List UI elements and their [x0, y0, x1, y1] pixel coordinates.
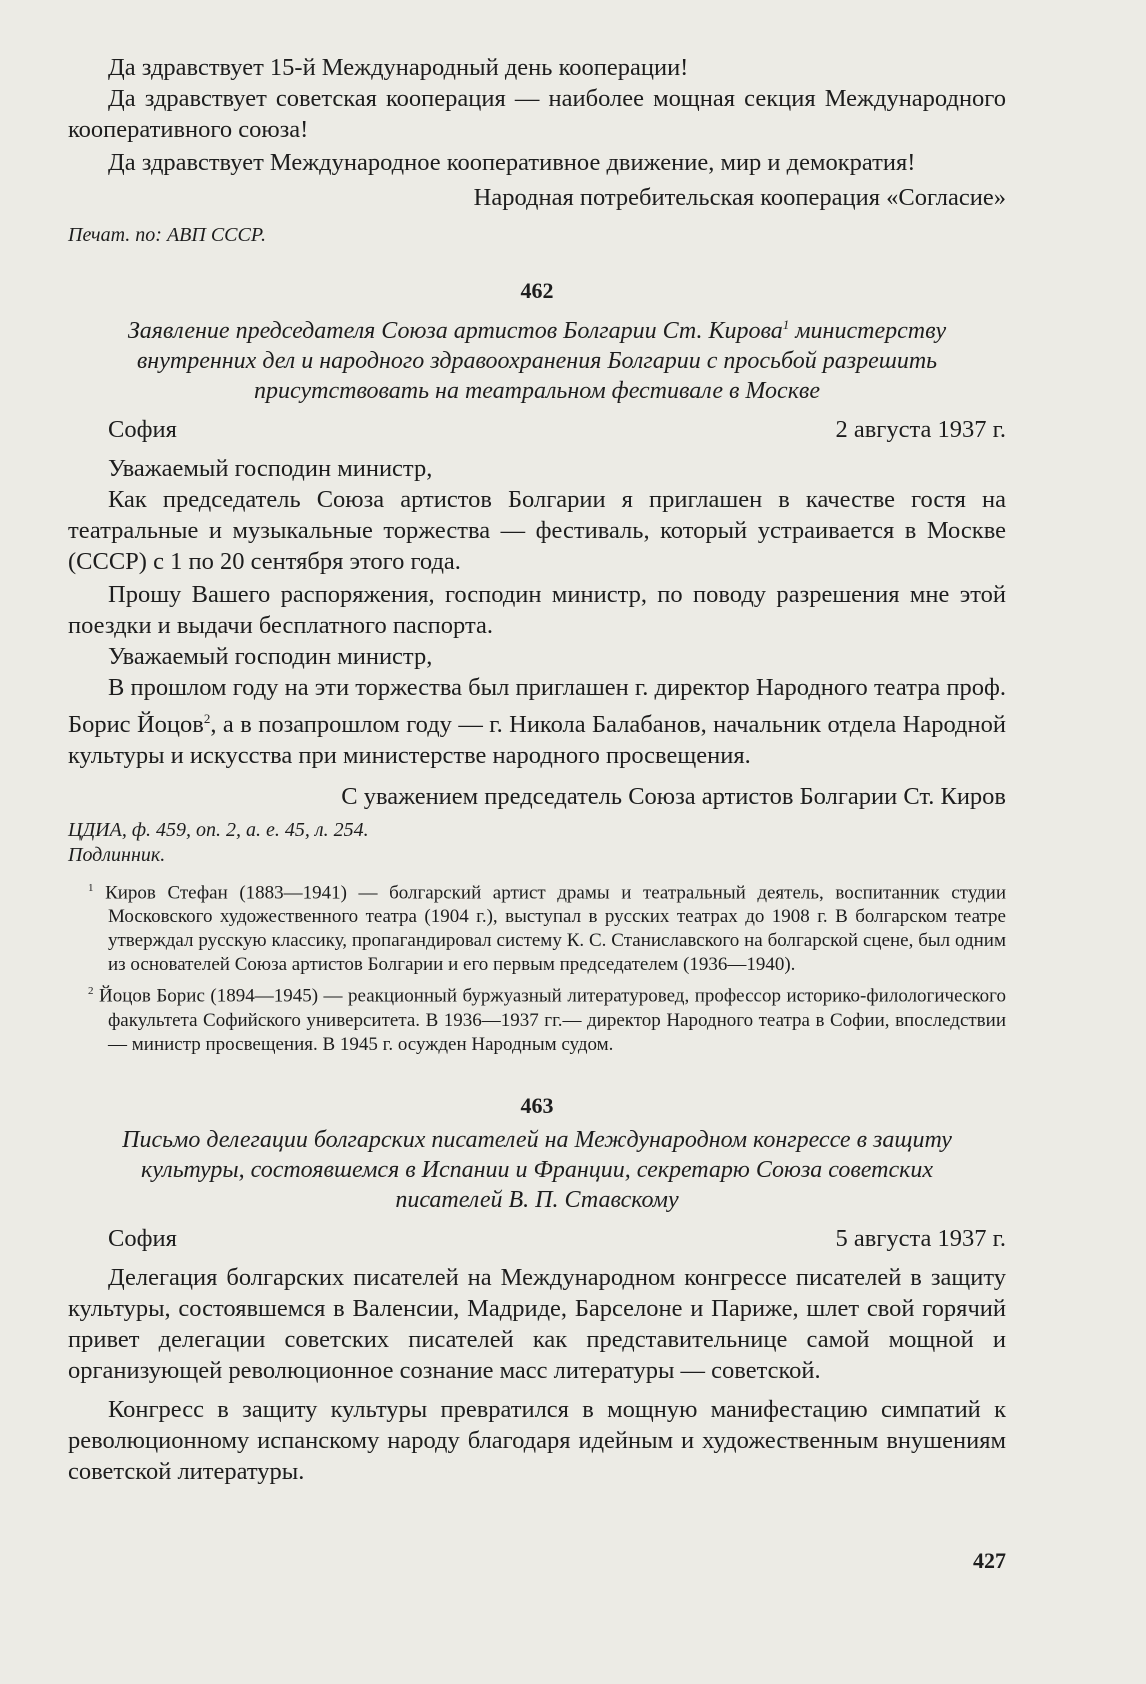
footnote-1-text: Киров Стефан (1883—1941) — болгарский артист драмы и театральный деятель, воспитанник студии Московского художественного театра (1904 г.), выступал в русских театрах до 1908 г. В болгарском театре утверждал русскую классику, пропагандировал систему К. С. Станиславского на болгарской сцене, был одним из основателей Союза артистов Болгарии и его первым председателем (1936—1940).	[105, 882, 1007, 976]
doc-462-number: 462	[520, 278, 554, 303]
doc-462-paragraph-3a: В прошлом году на эти торжества был приглашен г. директор Народного театра проф. Борис Йоцов	[68, 674, 1006, 739]
doc-463-paragraph-1: Делегация болгарских писателей на Международном конгрессе писателей в защиту культуры, состоявшемся в Валенсии, Мадриде, Барселоне и Париже, шлет свой горячий привет делегации советских писателей как представительнице самой мощной и организующей революционное сознание масс литературы — советской.	[68, 1263, 1006, 1384]
footnote-ref-2[interactable]: 2	[203, 711, 211, 726]
doc-462-title-main: Заявление председателя Союза артистов Болгарии Ст. Кирова	[127, 318, 783, 344]
doc-462-title	[88, 310, 986, 406]
footnote-1	[68, 876, 1006, 977]
doc-462-paragraph-2: Прошу Вашего распоряжения, господин министр, по поводу разрешения мне этой поездки и выдачи бесплатного паспорта.	[68, 581, 1006, 639]
footnote-2-mark: 2	[88, 985, 94, 998]
doc-462-place: София	[108, 416, 177, 443]
footnote-ref-1[interactable]: 1	[782, 317, 790, 332]
intro-line-2: Да здравствует советская кооперация — наиболее мощная секция Международного кооперативного союза!	[68, 85, 1006, 143]
doc-463-place: София	[108, 1224, 177, 1252]
doc-462-paragraph-3	[68, 672, 1006, 771]
intro-line-3: Да здравствует Международное кооперативное движение, мир и демократия!	[108, 149, 916, 176]
intro-source: Печат. по: АВП СССР.	[68, 224, 267, 246]
doc-463-place-date	[68, 1223, 1006, 1254]
doc-462-source-2: Подлинник.	[68, 844, 166, 867]
doc-463-date: 5 августа 1937 г.	[835, 1224, 1006, 1252]
doc-463-paragraph-2: Конгресс в защиту культуры превратился в мощную манифестацию симпатий к революционному испанскому народу благодаря идейным и художественным внушениям советской литературы.	[68, 1395, 1006, 1485]
doc-462-source: ЦДИА, ф. 459, оп. 2, а. е. 45, л. 254.	[68, 819, 369, 842]
doc-463-number: 463	[520, 1092, 554, 1118]
intro-signature: Народная потребительская кооперация «Согласие»	[473, 184, 1006, 211]
doc-462-signoff: С уважением председатель Союза артистов Болгарии Ст. Киров	[341, 783, 1006, 811]
doc-463-title: Письмо делегации болгарских писателей на Международном конгрессе в защиту культуры, состоявшемся в Испании и Франции, секретарю Союза советских писателей В. П. Ставскому	[122, 1126, 952, 1213]
footnote-2-text: Йоцов Борис (1894—1945) — реакционный буржуазный литературовед, профессор историко-филологического факультета Софийского университета. В 1936—1937 гг.— директор Народного театра в Софии, впоследствии — министр просвещения. В 1945 г. осужден Народным судом.	[99, 985, 1007, 1055]
doc-462-date: 2 августа 1937 г.	[835, 416, 1006, 443]
doc-462-paragraph-1: Как председатель Союза артистов Болгарии я приглашен в качестве гостя на театральные и музыкальные торжества — фестиваль, который устраивается в Москве (СССР) с 1 по 20 сентября этого года.	[68, 486, 1006, 575]
intro-line-1: Да здравствует 15-й Международный день кооперации!	[108, 54, 689, 81]
doc-462-greeting-2: Уважаемый господин министр,	[108, 643, 433, 670]
footnote-1-mark: 1	[88, 882, 94, 895]
doc-462-place-date	[68, 414, 1006, 445]
doc-462-title-rest: министерству внутренних дел и народного здравоохранения Болгарии с просьбой разрешить присутствовать на театральном фестивале в Москве	[136, 318, 947, 404]
doc-462-greeting: Уважаемый господин министр,	[108, 455, 433, 482]
footnote-2	[68, 979, 1006, 1056]
doc-462-paragraph-3b: , а в позапрошлом году — г. Никола Балабанов, начальник отдела Народной культуры и искусства при министерстве народного просвещения.	[68, 711, 1006, 770]
page-number: 427	[973, 1548, 1006, 1573]
